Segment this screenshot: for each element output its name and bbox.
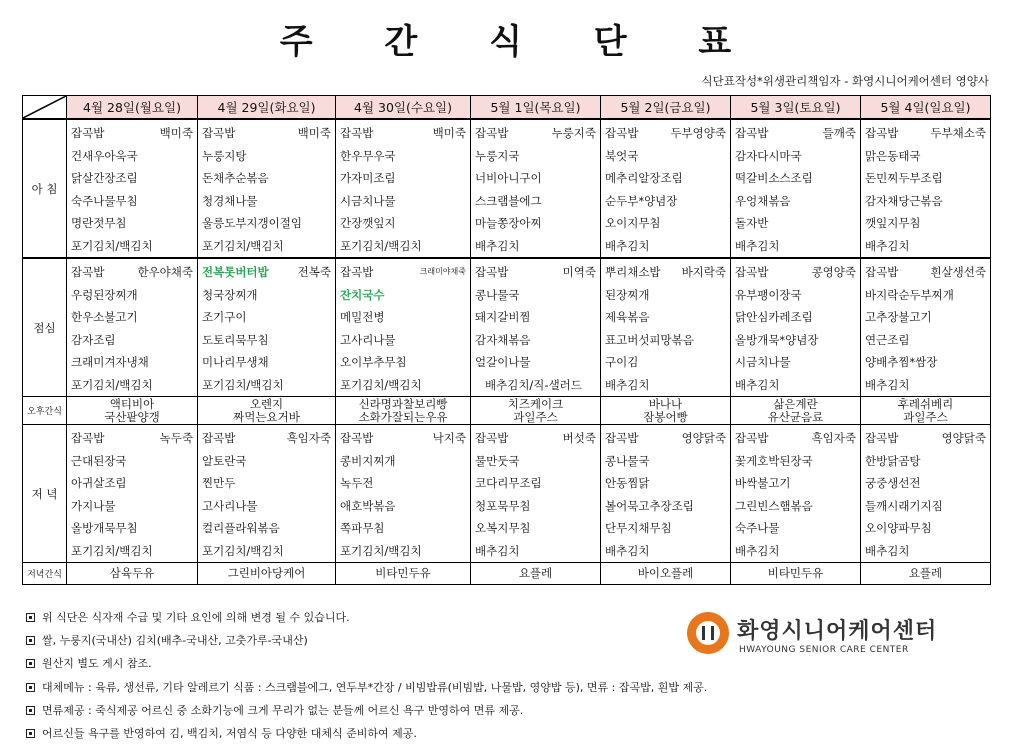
dish-item: 우엉채볶음 [735,193,791,208]
snack-item: 후레쉬베리 [897,397,954,411]
menu-cell [336,425,471,563]
porridge-item: 영양닭죽 [681,431,726,445]
dish-item: 궁중생선전 [865,476,921,490]
rice-porridge-line [605,427,726,450]
menu-cell [336,119,471,258]
meal-label-dinner: 저 녁 [23,425,67,563]
dish-item: 구이김 [605,355,639,369]
menu-cell-content [731,259,860,396]
weekly-menu-table [22,95,991,585]
dish-item: 건새우아욱국 [71,148,138,163]
porridge-item: 들깨죽 [822,126,856,140]
menu-cell [198,258,336,397]
page-title: 주 간 식 단 표 [279,22,762,62]
dish-item: 깻잎지무침 [865,216,921,230]
dish-item: 감자채당근볶음 [865,193,943,208]
rice-porridge-line [735,427,856,450]
rice-item: 잡곡밥 [475,126,509,140]
dish-item: 포기김치/백김치 [340,238,422,253]
menu-cell-content [861,425,990,562]
evening-snack-item: 바이오플레 [637,566,694,580]
menu-cell [336,258,471,397]
dish-item: 감자채볶음 [475,332,531,347]
dish-item: 배추김치 [865,543,910,558]
header-row [23,96,991,120]
porridge-item: 두부영양죽 [670,126,726,140]
note-item: 어르신들 욕구를 반영하여 김, 백김치, 저염식 등 다양한 대체식 준비하여 제공. [26,722,707,745]
menu-cell-content [731,120,860,257]
snack-item: 짜먹는요거바 [233,410,300,424]
dish-item: 숙주나물 [735,521,780,535]
diagonal-line [23,96,66,118]
menu-cell [731,119,861,258]
dish-item: 배추김치 [605,238,650,253]
dish-item: 간장깻잎지 [340,216,396,230]
dish-item: 스크램블에그 [475,193,542,208]
dish-item: 돼지갈비찜 [475,310,531,324]
menu-cell-content [731,425,860,562]
rice-item: 잡곡밥 [340,265,374,279]
menu-cell-content [198,259,335,396]
dish-item: 순두부*양념장 [605,193,678,208]
menu-cell-content [336,425,470,562]
porridge-item: 두부채소죽 [930,126,986,140]
dish-item: 누룽지탕 [202,148,247,163]
dish-item: 누룽지국 [475,148,520,163]
dish-item: 배추김치 [605,377,650,392]
rice-porridge-line [605,122,726,145]
snack-cell [471,397,601,425]
snack-content [601,397,730,424]
evening-snack-cell [471,563,601,585]
dish-item: 북엇국 [605,148,639,163]
porridge-item: 녹두죽 [159,431,193,445]
dish-item: 제육볶음 [605,310,650,324]
dish-item: 바싹불고기 [735,476,791,490]
dish-item: 돈민찌두부조림 [865,171,943,185]
dish-item: 오이지무침 [605,216,661,230]
dish-item: 포기김치/백김치 [202,377,284,392]
dish-item: 돌자반 [735,216,769,230]
rice-item: 잡곡밥 [71,431,105,445]
day-header: 4월 29일(화요일) [198,96,336,120]
snack-content [471,397,600,424]
menu-cell [601,258,731,397]
dish-item: 콩비지찌개 [340,453,396,468]
dish-item: 배추김치 [475,238,520,253]
rice-porridge-line [475,261,596,284]
snack-cell [336,397,471,425]
rice-item: 잡곡밥 [202,431,236,445]
dish-item: 떡갈비소스조림 [735,171,813,185]
breakfast-row [23,119,991,258]
rice-item: 잡곡밥 [605,431,639,445]
meal-label-breakfast: 아 침 [23,119,67,258]
snack-item: 과일주스 [903,410,948,424]
rice-porridge-line [71,261,193,284]
snack-item: 잠봉어빵 [643,410,688,424]
dish-item: 크래미겨자냉채 [71,355,149,369]
rice-item: 잡곡밥 [865,126,899,140]
day-header: 5월 1일(목요일) [471,96,601,120]
dish-item: 녹두전 [340,476,374,490]
porridge-item: 크래미야채죽 [419,267,466,276]
dish-item: 잔치국수 [340,287,385,302]
menu-cell-content [471,425,600,562]
note-item: 대체메뉴 : 육류, 생선류, 기타 알레르기 식품 : 스크램블에그, 연두부*간장 / 비빔밥류(비빔밥, 나물밥, 영양밥 등), 면류 : 잡곡밥, 흰밥 제공. [26,676,707,699]
porridge-item: 누룽지죽 [551,126,596,140]
porridge-item: 영양닭죽 [941,431,986,445]
porridge-item: 전복죽 [297,265,331,279]
dish-item: 한방닭곰탕 [865,453,921,468]
menu-cell-content [67,259,197,396]
dish-item: 들깨시래기지짐 [865,498,943,513]
bullet-box-icon [26,659,35,668]
evening-snack-row [23,563,991,585]
meal-label-lunch: 점심 [23,258,67,397]
dish-item: 표고버섯피망볶음 [605,332,694,347]
snack-content [198,397,335,424]
dish-item: 컬리플라워볶음 [202,521,280,535]
bullet-box-icon [26,706,35,715]
evening-snack-item: 요플레 [518,566,553,580]
dish-item: 시금치나물 [735,355,791,369]
rice-item: 잡곡밥 [475,431,509,445]
porridge-item: 흰살생선죽 [930,265,986,279]
snack-cell [861,397,991,425]
dish-item: 청국장찌개 [202,287,258,302]
dish-item: 가지나물 [71,498,116,513]
dish-item: 감자조림 [71,332,116,347]
menu-cell-content [198,120,335,257]
rice-item: 잡곡밥 [735,126,769,140]
evening-snack-cell [861,563,991,585]
dish-item: 포기김치/백김치 [71,377,153,392]
rice-porridge-line [475,122,596,145]
rice-item: 잡곡밥 [865,265,899,279]
menu-cell [861,119,991,258]
rice-porridge-line [202,261,331,284]
evening-snack-item: 요플레 [908,566,943,580]
menu-cell-content [67,120,197,257]
rice-porridge-line [735,261,856,284]
dish-item: 포기김치/백김치 [202,238,284,253]
menu-cell [861,425,991,563]
rice-item: 잡곡밥 [735,431,769,445]
evening-snack-item: 그린비아당케어 [227,566,306,580]
dish-item: 꽃게호박된장국 [735,453,813,468]
dish-item: 마늘쫑장아찌 [475,216,542,230]
rice-porridge-line [865,261,986,284]
snack-item: 오렌지 [249,397,284,411]
menu-cell-content [336,259,470,396]
dish-item: 숙주나물무침 [71,193,138,208]
meal-label-evening-snack: 저녁간식 [23,563,67,585]
evening-snack-cell [336,563,471,585]
dish-item: 우렁된장찌개 [71,287,138,302]
dish-item: 조기구이 [202,310,247,324]
rice-porridge-line [735,122,856,145]
dish-item: 고사리나물 [202,498,258,513]
rice-item: 잡곡밥 [340,126,374,140]
dinner-row [23,425,991,563]
dish-item: 얼갈이나물 [475,355,531,369]
evening-snack-cell [731,563,861,585]
menu-cell [67,258,198,397]
porridge-item: 백미죽 [159,126,193,140]
meal-label-snack: 오후간식 [23,397,67,425]
dish-item: 볼어묵고추장조림 [605,498,694,513]
rice-porridge-line [865,427,986,450]
day-header: 4월 28일(월요일) [67,96,198,120]
menu-cell [198,119,336,258]
rice-item: 전복톳버터밥 [202,265,269,279]
dish-item: 포기김치/백김치 [71,238,153,253]
dish-item: 애호박볶음 [340,498,396,513]
snack-item: 바나나 [648,397,683,411]
dish-item: 돈채추순볶음 [202,171,269,185]
bullet-box-icon [26,683,35,692]
menu-cell [601,119,731,258]
corner-cell [23,96,67,120]
menu-cell [67,425,198,563]
day-header: 5월 3일(토요일) [731,96,861,120]
snack-cell [731,397,861,425]
rice-item: 잡곡밥 [475,265,509,279]
dish-item: 코다리무조림 [475,476,542,490]
dish-item: 단무지채무침 [605,521,672,535]
dish-item: 한우소불고기 [71,310,138,324]
dish-item: 그린빈스햄볶음 [735,498,813,513]
dish-item: 배추김치 [475,543,520,558]
porridge-item: 흑임자죽 [286,431,331,445]
dish-item: 쪽파무침 [340,521,385,535]
dish-item: 닭살간장조림 [71,171,138,185]
dish-item: 닭안심카레조림 [735,310,813,324]
note-item: 위 식단은 식자재 수급 및 기타 요인에 의해 변경 될 수 있습니다. [26,606,707,629]
dish-item: 콩나물국 [605,453,650,468]
porridge-item: 바지락죽 [681,265,726,279]
bullet-box-icon [26,613,35,622]
dish-item: 배추김치 [865,238,910,253]
snack-item: 소화가잘되는우유 [358,410,448,424]
rice-porridge-line [475,427,596,450]
porridge-item: 낙지죽 [432,431,466,445]
rice-porridge-line [340,427,466,450]
dish-item: 배추김치 [605,543,650,558]
dish-item: 포기김치/백김치 [340,543,422,558]
bullet-box-icon [26,636,35,645]
dish-item: 명란젓무침 [71,216,127,230]
evening-snack-cell [67,563,198,585]
snack-item: 국산팥양갱 [104,410,160,424]
dish-item: 올방개묵무침 [71,521,138,535]
dish-item: 배추김치 [735,238,780,253]
menu-cell [731,258,861,397]
dish-item: 물만둣국 [475,453,520,468]
rice-item: 잡곡밥 [605,126,639,140]
dish-item: 한우무우국 [340,148,396,163]
dish-item: 메추리알장조림 [605,171,683,185]
dish-item: 안동찜닭 [605,476,650,490]
snack-row [23,397,991,425]
logo-name: 화영시니어케어센터 [737,619,938,644]
dish-item: 맑은동태국 [865,148,921,163]
snack-item: 치즈케이크 [507,397,564,411]
dish-item: 포기김치/백김치 [202,543,284,558]
snack-cell [198,397,336,425]
rice-item: 잡곡밥 [71,126,105,140]
rice-porridge-line [202,122,331,145]
menu-cell [198,425,336,563]
dish-item: 오이부추무침 [340,355,407,369]
menu-cell [601,425,731,563]
dish-item: 울릉도부지갱이절임 [202,216,302,230]
snack-content [861,397,990,424]
bullet-box-icon [26,729,35,738]
porridge-item: 콩영양죽 [811,265,856,279]
dish-item: 올방개묵*양념장 [735,332,819,347]
rice-item: 잡곡밥 [735,265,769,279]
evening-snack-item: 비타민두유 [767,566,824,580]
author-line: 식단표작성*위생관리책임자 - 화영시니어케어센터 영양사 [701,74,989,88]
menu-cell [67,119,198,258]
rice-porridge-line [71,122,193,145]
menu-cell-content [861,259,990,396]
dish-item: 청경채나물 [202,193,258,208]
note-item: 면류제공 : 죽식제공 어르신 중 소화기능에 크게 무리가 없는 분들께 어르신 욕구 반영하여 면류 제공. [26,699,707,722]
note-item: 원산지 별도 게시 참조. [26,652,707,675]
evening-snack-item: 삼육두유 [109,566,155,580]
center-logo [687,608,987,660]
snack-item: 유산균음료 [767,410,824,424]
dish-item: 알토란국 [202,453,247,468]
menu-cell-content [336,120,470,257]
menu-cell [861,258,991,397]
porridge-item: 버섯죽 [562,431,596,445]
menu-cell-content [67,425,197,562]
rice-porridge-line [340,261,466,284]
dish-item: 아귀살조림 [71,476,127,490]
rice-item: 잡곡밥 [202,126,236,140]
menu-cell-content [198,425,335,562]
dish-item: 콩나물국 [475,287,520,302]
dish-item: 고추장불고기 [865,310,932,324]
menu-cell-content [471,259,600,396]
dish-item: 너비아니구이 [475,171,542,185]
dish-item: 오복지무침 [475,521,531,535]
dish-item: 바지락순두부찌개 [865,287,954,302]
rice-item: 잡곡밥 [340,431,374,445]
dish-item: 배추김치/직-샐러드 [485,377,582,392]
porridge-item: 한우야채죽 [137,265,193,279]
evening-snack-item: 비타민두유 [375,566,431,580]
dish-item: 찐만두 [202,476,236,490]
menu-cell-content [861,120,990,257]
snack-content [731,397,860,424]
dish-item: 배추김치 [735,543,780,558]
porridge-item: 흑임자죽 [811,431,856,445]
dish-item: 양배추찜*쌈장 [865,355,938,369]
dish-item: 청포묵무침 [475,498,531,513]
snack-item: 과일주스 [513,410,558,424]
dish-item: 가자미조림 [340,171,396,185]
porridge-item: 백미죽 [297,126,331,140]
dish-item: 연근조림 [865,332,910,347]
snack-cell [601,397,731,425]
snack-content [336,397,470,424]
rice-item: 잡곡밥 [865,431,899,445]
dish-item: 배추김치 [735,377,780,392]
menu-cell [731,425,861,563]
dish-item: 고사리나물 [340,332,396,347]
lunch-row [23,258,991,397]
day-header: 4월 30일(수요일) [336,96,471,120]
snack-cell [67,397,198,425]
dish-item: 감자다시마국 [735,148,802,163]
rice-porridge-line [865,122,986,145]
menu-cell-content [471,120,600,257]
dish-item: 도토리묵무침 [202,332,269,347]
snack-item: 액티비아 [109,397,155,411]
notes-list [26,606,707,745]
dish-item: 시금치나물 [340,193,396,208]
menu-cell-content [601,120,730,257]
menu-cell-content [601,425,730,562]
rice-porridge-line [202,427,331,450]
dish-item: 미나리무생채 [202,355,269,369]
menu-cell-content [601,259,730,396]
dish-item: 오이양파무침 [865,521,932,535]
porridge-item: 미역죽 [562,265,596,279]
rice-item: 잡곡밥 [71,265,105,279]
day-header: 5월 2일(금요일) [601,96,731,120]
day-header: 5월 4일(일요일) [861,96,991,120]
menu-cell [471,119,601,258]
snack-item: 삶은계란 [773,397,818,411]
logo-english: HWAYOUNG SENIOR CARE CENTER [739,645,909,655]
dish-item: 배추김치 [865,377,910,392]
evening-snack-cell [601,563,731,585]
dish-item: 메밀전병 [340,310,385,324]
snack-item: 신라명과찰보리빵 [358,397,448,411]
evening-snack-cell [198,563,336,585]
rice-porridge-line [71,427,193,450]
dish-item: 포기김치/백김치 [71,543,153,558]
dish-item: 유부팽이장국 [735,287,802,302]
rice-porridge-line [340,122,466,145]
dish-item: 포기김치/백김치 [340,377,422,392]
dish-item: 근대된장국 [71,453,127,468]
porridge-item: 백미죽 [432,126,466,140]
dish-item: 된장찌개 [605,287,650,302]
menu-cell [471,258,601,397]
rice-porridge-line [605,261,726,284]
menu-cell [471,425,601,563]
note-item: 쌀, 누룽지(국내산) 김치(배추-국내산, 고춧가루-국내산) [26,629,707,652]
rice-item: 뿌리채소밥 [605,265,661,279]
snack-content [67,397,197,424]
